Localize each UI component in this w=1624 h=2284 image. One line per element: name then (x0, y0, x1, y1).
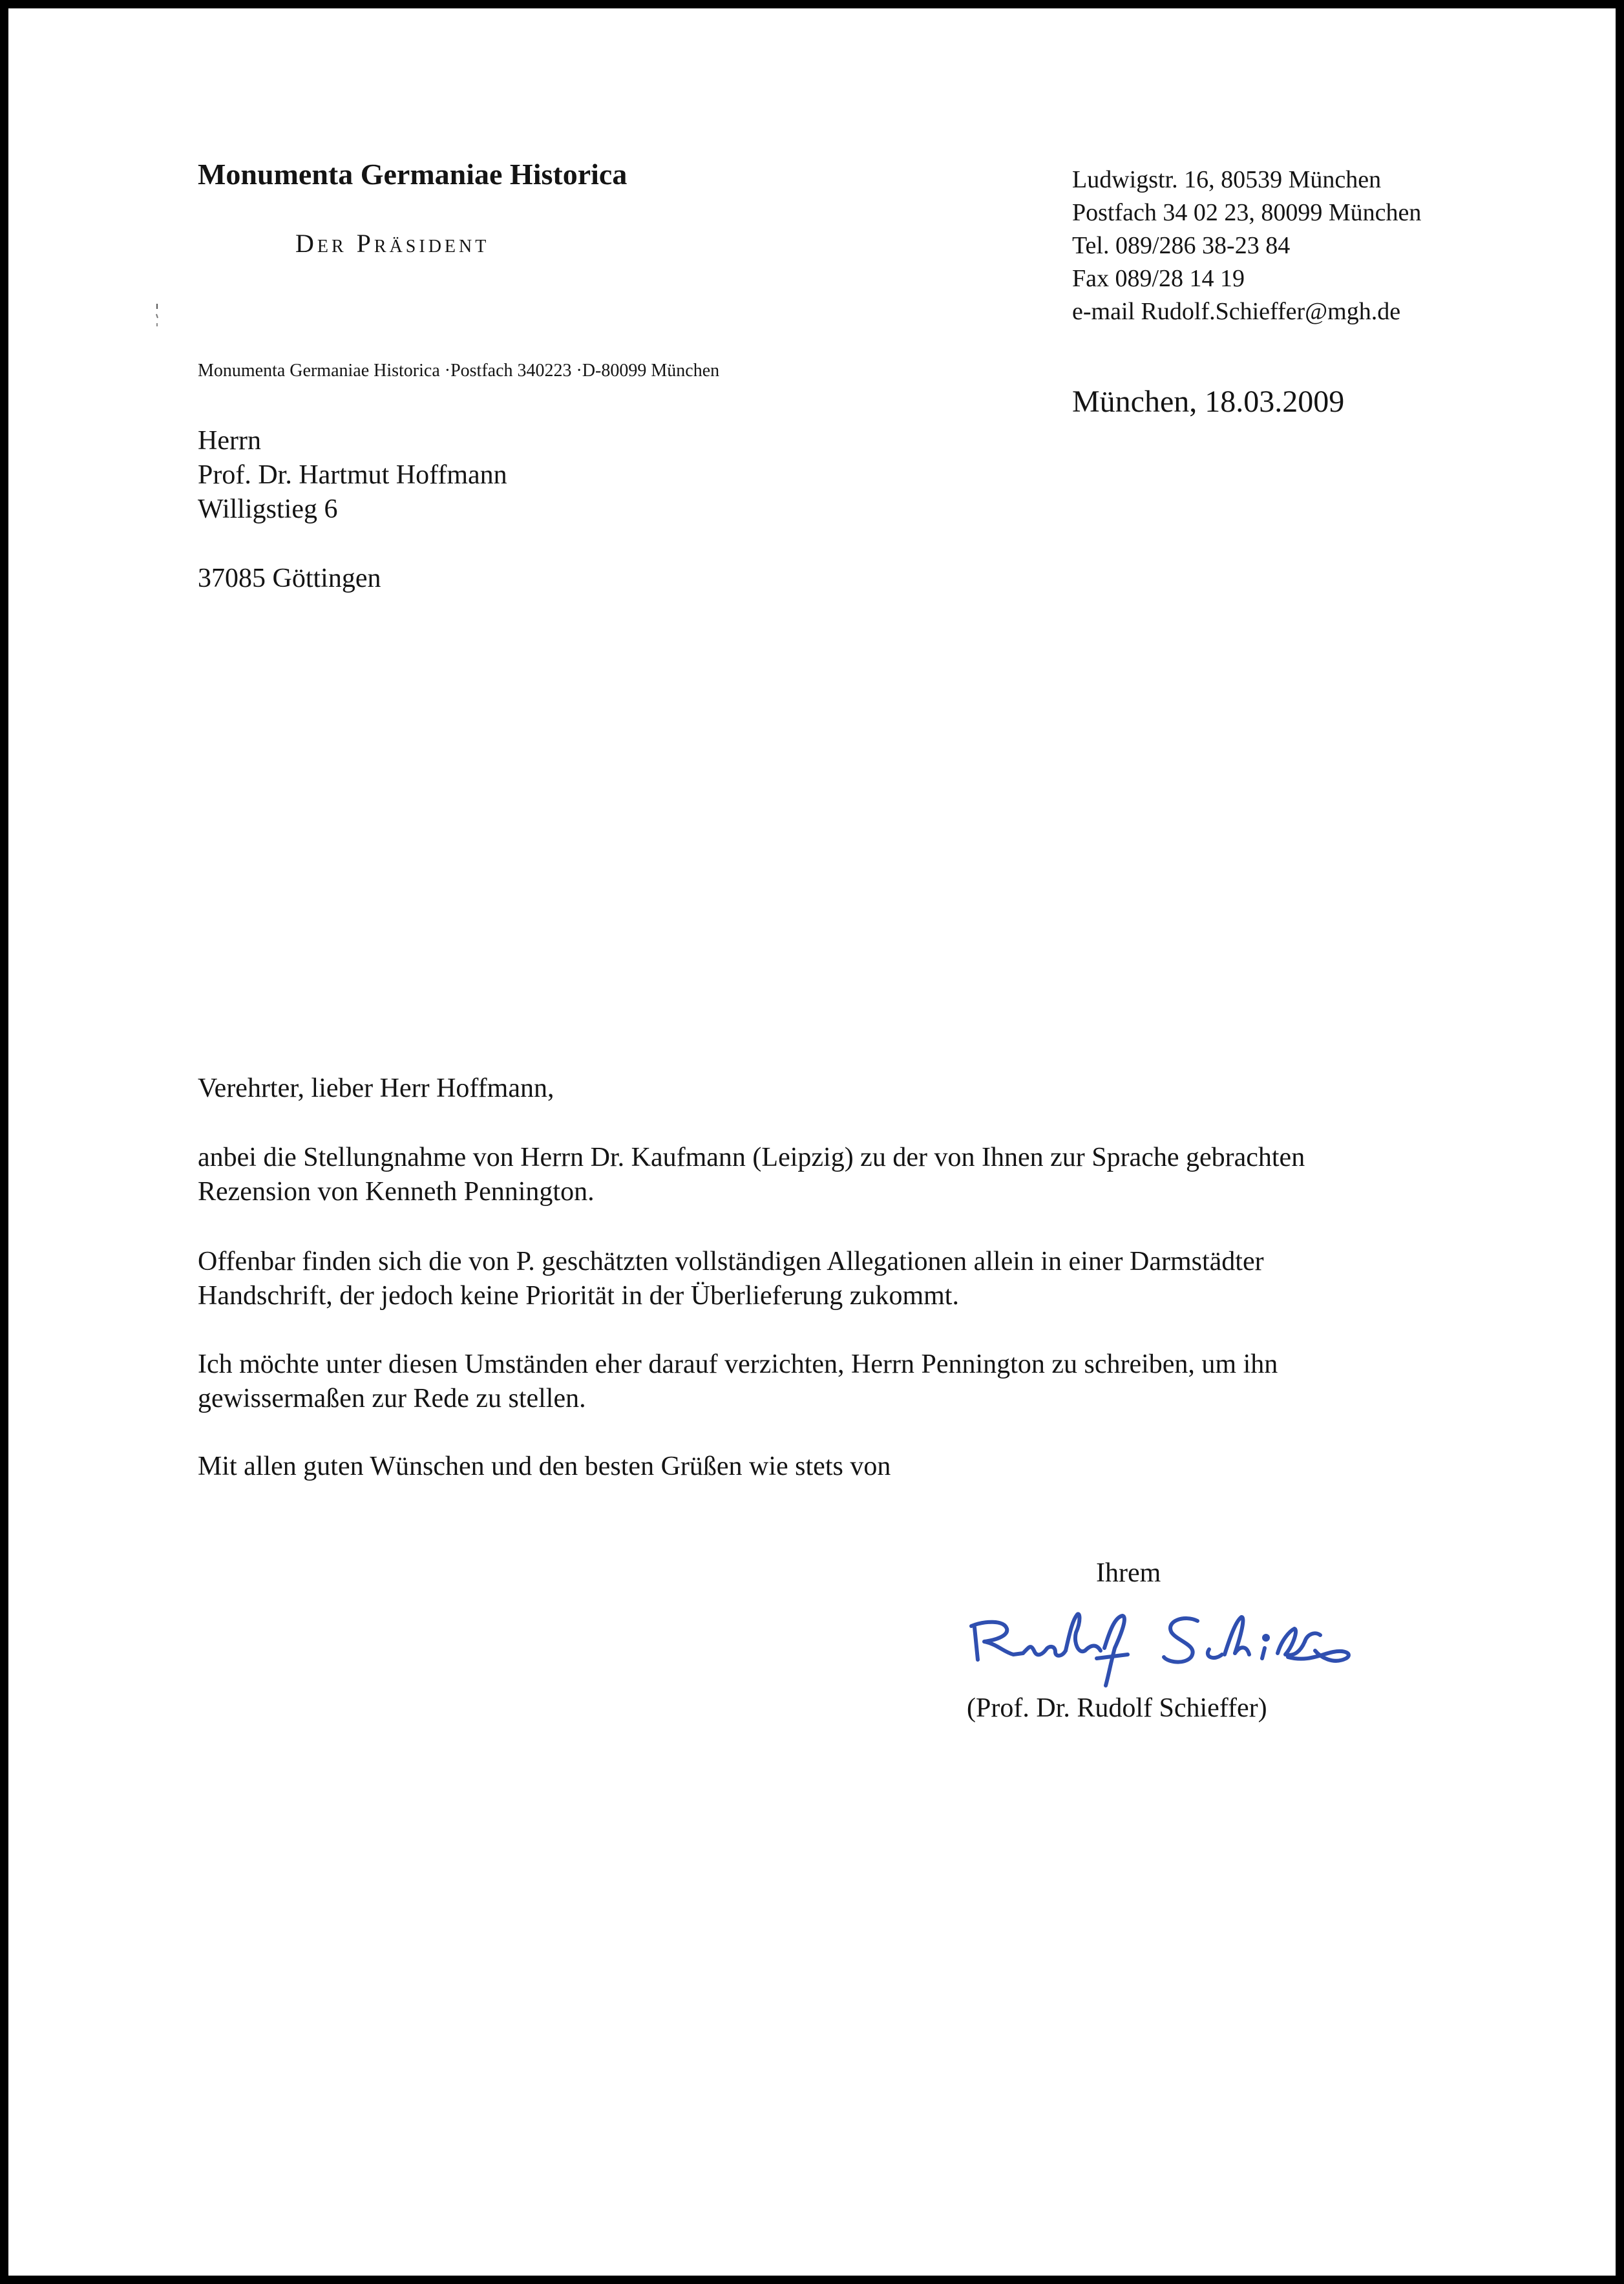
contact-tel: Tel. 089/286 38-23 84 (1072, 232, 1291, 259)
paragraph-1-line: Rezension von Kenneth Pennington. (198, 1177, 595, 1207)
recipient-street: Willigstieg 6 (198, 494, 338, 524)
recipient-city: 37085 Göttingen (198, 564, 381, 593)
handwritten-signature (958, 1595, 1359, 1692)
letter-date: München, 18.03.2009 (1072, 385, 1345, 419)
paragraph-3-line: Ich möchte unter diesen Umständen eher darauf verzichten, Herrn Pennington zu schreiben, um ihn (198, 1349, 1278, 1379)
contact-street: Ludwigstr. 16, 80539 München (1072, 166, 1382, 193)
recipient-address (198, 424, 507, 596)
recipient-name: Prof. Dr. Hartmut Hoffmann (198, 460, 507, 490)
recipient-salutation: Herrn (198, 426, 261, 456)
paragraph-1 (198, 1141, 1305, 1209)
margin-mark (154, 302, 160, 328)
paragraph-2-line: Handschrift, der jedoch keine Priorität in der Überlieferung zukommt. (198, 1281, 959, 1311)
contact-email: e-mail Rudolf.Schieffer@mgh.de (1072, 298, 1401, 325)
letter-salutation: Verehrter, lieber Herr Hoffmann, (198, 1073, 554, 1103)
organization-name: Monumenta Germaniae Historica (198, 158, 627, 191)
paragraph-1-line: anbei die Stellungnahme von Herrn Dr. Kaufmann (Leipzig) zu der von Ihnen zur Sprache gebrachten (198, 1143, 1305, 1172)
paragraph-2 (198, 1245, 1264, 1313)
signer-name: (Prof. Dr. Rudolf Schieffer) (967, 1693, 1267, 1723)
contact-fax: Fax 089/28 14 19 (1072, 265, 1245, 292)
return-address: Monumenta Germaniae Historica ·Postfach 340223 ·D-80099 München (198, 361, 720, 381)
contact-block (1072, 164, 1421, 328)
paragraph-3-line: gewissermaßen zur Rede zu stellen. (198, 1384, 586, 1413)
signature-ink (971, 1614, 1349, 1686)
paragraph-3 (198, 1348, 1278, 1416)
contact-postbox: Postfach 34 02 23, 80099 München (1072, 199, 1422, 226)
paragraph-2-line: Offenbar finden sich die von P. geschätzten vollständigen Allegationen allein in einer Darmstädter (198, 1247, 1264, 1276)
closing-ihrem: Ihrem (1096, 1558, 1161, 1588)
office-title: Der Präsident (295, 229, 490, 258)
letter-closing: Mit allen guten Wünschen und den besten Grüßen wie stets von (198, 1452, 891, 1481)
